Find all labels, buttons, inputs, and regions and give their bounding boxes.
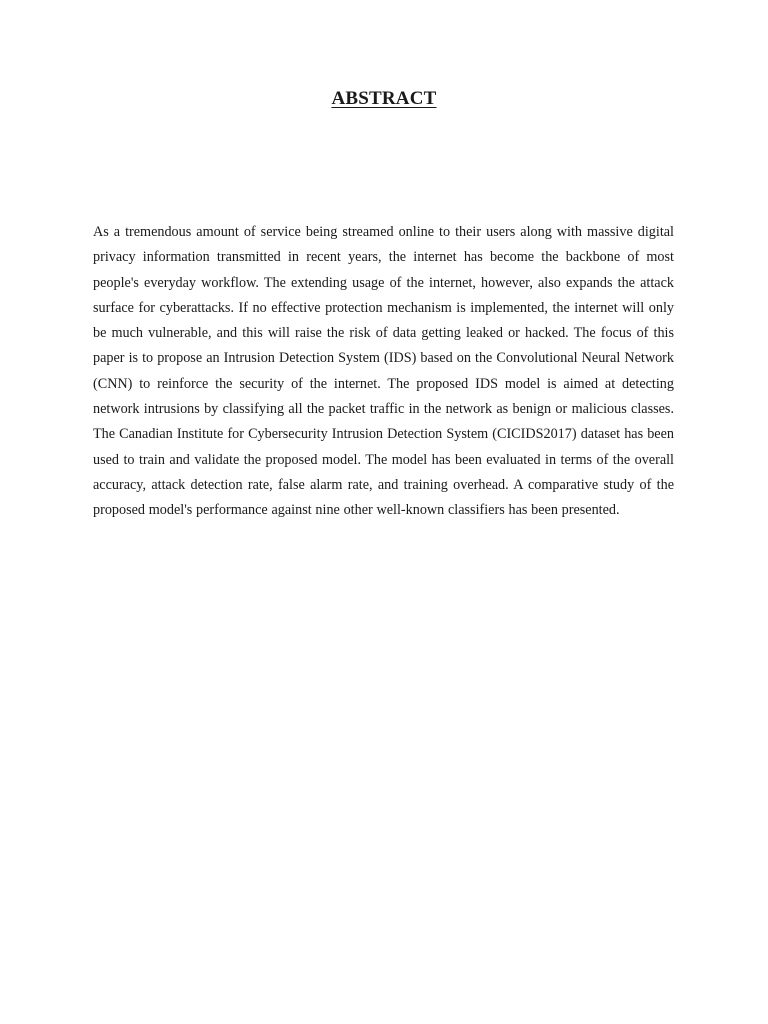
abstract-heading: ABSTRACT: [331, 88, 437, 109]
abstract-paragraph: As a tremendous amount of service being streamed online to their users along with massive digital privacy information transmitted in recent years, the internet has become the backbone of most people's everyday workflow. The extending usage of the internet, however, also expands the attack surface for cyberattacks. If no effective protection mechanism is implemented, the internet will only be much vulnerable, and this will raise the risk of data getting leaked or hacked. The focus of this paper is to propose an Intrusion Detection System (IDS) based on the Convolutional Neural Network (CNN) to reinforce the security of the internet. The proposed IDS model is aimed at detecting network intrusions by classifying all the packet traffic in the network as benign or malicious classes. The Canadian Institute for Cybersecurity Intrusion Detection System (CICIDS2017) dataset has been used to train and validate the proposed model. The model has been evaluated in terms of the overall accuracy, attack detection rate, false alarm rate, and training overhead. A comparative study of the proposed model's performance against nine other well-known classifiers has been presented.: [93, 224, 674, 519]
